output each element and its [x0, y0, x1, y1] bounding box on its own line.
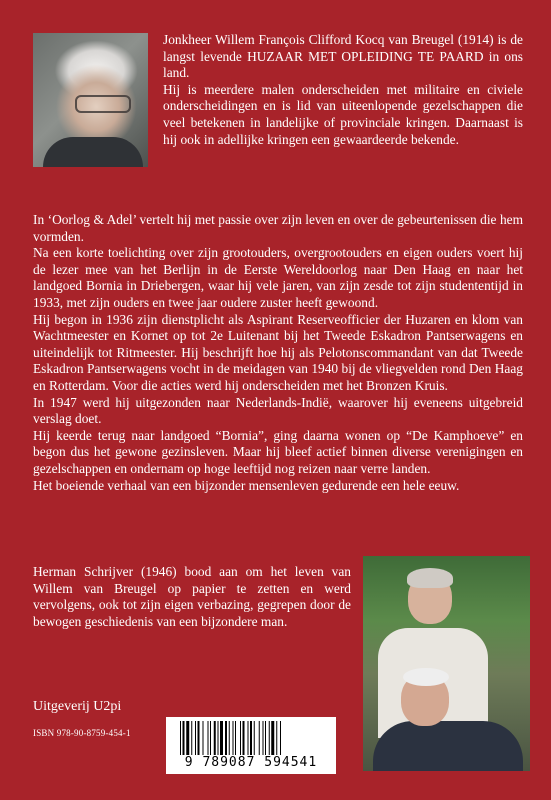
main-text — [33, 212, 523, 494]
intro-text — [163, 32, 523, 148]
main-paragraph-1: In ‘Oorlog & Adel’ vertelt hij met passie over zijn leven en over de gebeurtenissen die hem vormden. — [33, 212, 523, 244]
main-paragraph-3: Hij begon in 1936 zijn dienstplicht als Aspirant Reserveofficier der Huzaren en klom van Wachtmeester en Kornet op tot 2e Luitenant bij het Tweede Eskadron Pantserwagens en uiteindelijk tot Ritmeester. Hij beschrijft hoe hij als Pelotonscommandant van dat Tweede Eskadron Pantserwagens vocht in de meidagen van 1940 bij de vliegvelden rond Den Haag en Rotterdam. Voor die acties werd hij onderscheiden met het Bronzen Kruis. — [33, 311, 523, 393]
author-paragraph: Herman Schrijver (1946) bood aan om het leven van Willem van Breugel op papier te zetten en werd vervolgens, ook tot zijn eigen verbazing, gegrepen door de bewogen geschiedenis van een bijzondere man. — [33, 564, 351, 629]
author-bio — [33, 564, 351, 630]
main-paragraph-6: Het boeiende verhaal van een bijzonder mensenleven gedurende een hele eeuw. — [33, 477, 460, 493]
barcode — [166, 717, 336, 774]
intro-paragraph-1: Jonkheer Willem François Clifford Kocq van Breugel (1914) is de langst levende HUZAAR MET OPLEIDING TE PAARD in ons land. — [163, 32, 523, 81]
barcode-bars — [180, 721, 322, 755]
main-paragraph-4: In 1947 werd hij uitgezonden naar Nederlands-Indië, waarover hij eveneens uitgebreid verslag doet. — [33, 394, 523, 427]
authors-photo — [363, 556, 530, 771]
main-paragraph-5: Hij keerde terug naar landgoed “Bornia”, ging daarna wonen op “De Kamphoeve” en begon dus het gewone gezinsleven. Maar hij bleef actief binnen diverse verenigingen en gezelschappen en ondernam op hoge leeftijd nog reizen naar verre landen. — [33, 427, 523, 476]
isbn-number: ISBN 978-90-8759-454-1 — [33, 728, 131, 738]
intro-paragraph-2: Hij is meerdere malen onderscheiden met militaire en civiele onderscheidingen en is lid van uiteenlopende gezelschappen die veel betekenen in landelijke of provinciale kringen. Daarnaast is hij ook in adellijke kringen een gewaardeerde bekende. — [163, 81, 523, 147]
author-portrait-photo — [33, 33, 148, 167]
main-paragraph-2: Na een korte toelichting over zijn grootouders, overgrootouders en eigen ouders voert hij de lezer mee van het Berlijn in de Eerste Wereldoorlog naar Den Haag en naar het landgoed Bornia in Driebergen, waar hij vele jaren, van zijn zesde tot zijn studententijd in 1933, met zijn ouders en twee jaar oudere zuster heeft gewoond. — [33, 245, 523, 310]
barcode-digits: 9 789087 594541 — [184, 755, 318, 770]
publisher-name: Uitgeverij U2pi — [33, 699, 122, 714]
